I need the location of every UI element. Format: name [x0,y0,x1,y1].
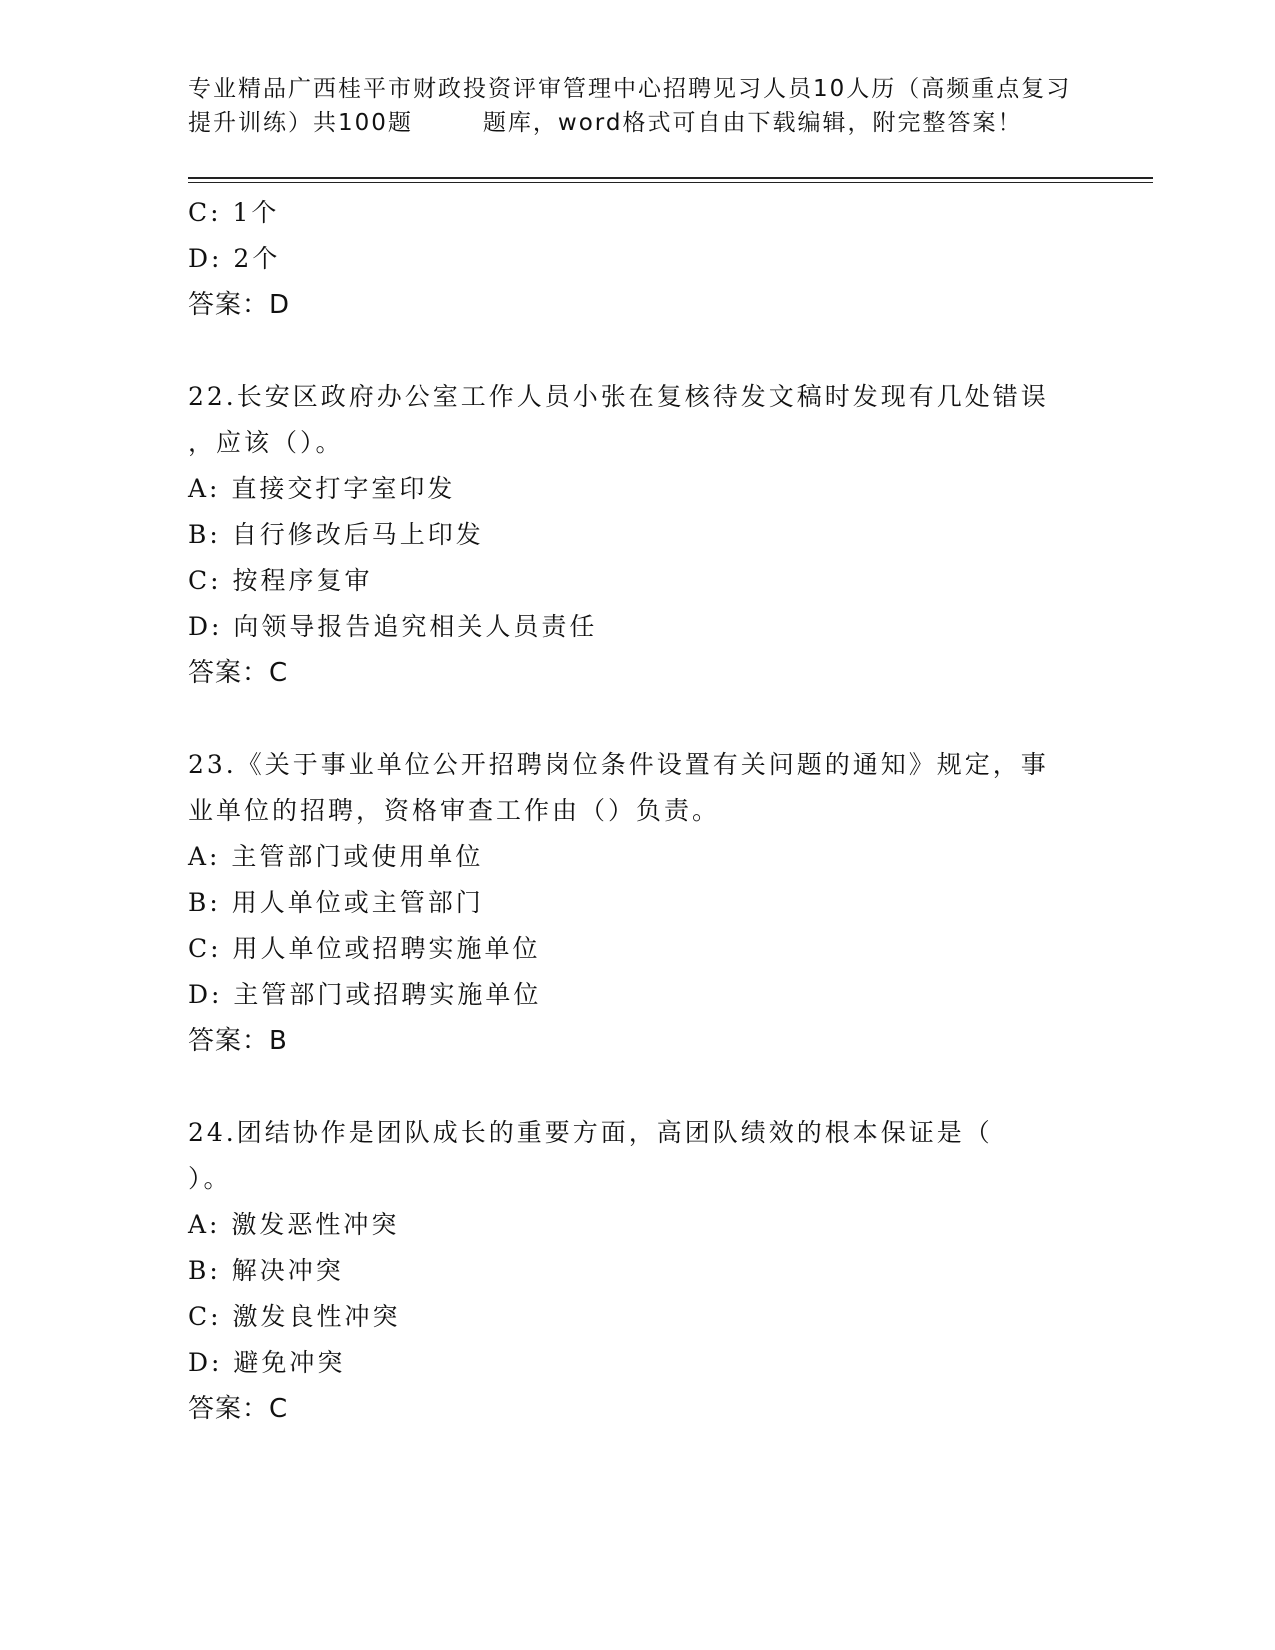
option-a: A: 主管部门或使用单位 [188,842,484,871]
question-list [188,190,1088,1432]
question-stem-line-2: ，应该（）。 [188,428,344,457]
header-divider-thin [188,182,1153,183]
question-stem-line-1: 23.《关于事业单位公开招聘岗位条件设置有关问题的通知》规定，事 [188,750,1049,779]
option-d: D: 避免冲突 [188,1348,346,1377]
question-stem-line-1: 24.团结协作是团队成长的重要方面，高团队绩效的根本保证是（ [188,1118,993,1147]
option-c: C: 按程序复审 [188,566,373,595]
header-divider-thick [188,177,1153,179]
header-line-1: 专业精品广西桂平市财政投资评审管理中心招聘见习人员10人历（高频重点复习 [188,76,1072,102]
previous-question-tail [188,190,1088,328]
option-b: B: 用人单位或主管部门 [188,888,484,917]
option-d: D: 主管部门或招聘实施单位 [188,980,542,1009]
answer: 答案：C [188,1394,289,1424]
header-line-2 [188,106,1088,140]
answer: 答案：C [188,658,289,688]
option-d: D: 2个 [188,244,281,273]
header-line-2-part-b: 题库，word格式可自由下载编辑，附完整答案！ [482,110,1023,136]
option-a: A: 直接交打字室印发 [188,474,456,503]
question-stem-line-2: ）。 [188,1164,232,1193]
question-24 [188,1110,1088,1432]
option-a: A: 激发恶性冲突 [188,1210,400,1239]
question-stem-line-2: 业单位的招聘，资格审查工作由（）负责。 [188,796,721,825]
question-23 [188,742,1088,1064]
answer: 答案：D [188,290,291,320]
option-b: B: 解决冲突 [188,1256,344,1285]
header-line-2-part-a: 提升训练）共100题 [188,110,413,136]
option-c: C: 用人单位或招聘实施单位 [188,934,541,963]
option-d: D: 向领导报告追究相关人员责任 [188,612,598,641]
question-stem-line-1: 22.长安区政府办公室工作人员小张在复核待发文稿时发现有几处错误 [188,382,1049,411]
answer: 答案：B [188,1026,288,1056]
question-22 [188,374,1088,696]
option-c: C: 激发良性冲突 [188,1302,401,1331]
option-b: B: 自行修改后马上印发 [188,520,484,549]
option-c: C: 1个 [188,198,280,227]
document-header [188,72,1088,140]
